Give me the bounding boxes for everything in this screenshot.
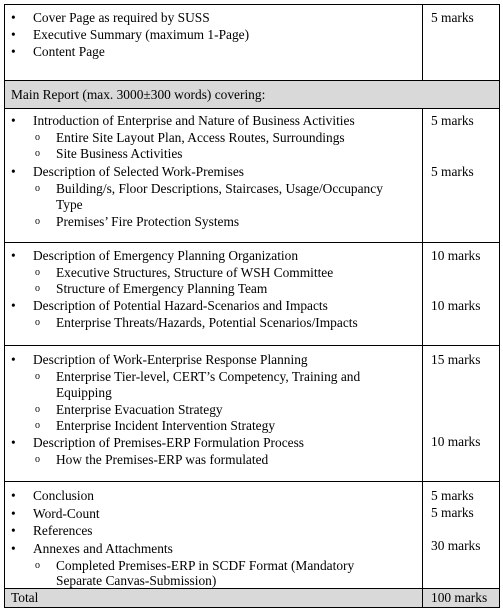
- sub-bullet-icon: o: [35, 317, 40, 328]
- list-item: Description of Potential Hazard-Scenarios and Impacts: [33, 298, 328, 313]
- list-item: Word-Count: [33, 506, 100, 521]
- marks-value: 5 marks: [431, 164, 474, 179]
- total-marks: 100 marks: [431, 590, 488, 605]
- sub-list-item: Site Business Activities: [56, 146, 183, 161]
- bullet-icon: •: [11, 10, 16, 25]
- bullet-icon: •: [11, 523, 16, 538]
- table-cell-left: [5, 243, 423, 346]
- marks-value: 10 marks: [431, 434, 481, 449]
- sub-bullet-icon: o: [35, 283, 40, 294]
- marks-value: 10 marks: [431, 248, 481, 263]
- table-row: [5, 345, 499, 482]
- list-item: Description of Emergency Planning Organization: [33, 248, 299, 263]
- list-item: Description of Premises-ERP Formulation Process: [33, 435, 305, 450]
- table-row: [5, 5, 499, 80]
- bullet-icon: •: [11, 113, 16, 128]
- sub-list-item: Enterprise Incident Intervention Strategy: [56, 418, 276, 433]
- sub-list-item: How the Premises-ERP was formulated: [56, 452, 269, 467]
- marks-value: 5 marks: [431, 10, 474, 25]
- section-header: Main Report (max. 3000±300 words) covering:: [11, 87, 266, 102]
- sub-bullet-icon: o: [35, 560, 40, 571]
- list-item: Conclusion: [33, 488, 95, 503]
- bullet-icon: •: [11, 298, 16, 313]
- table-cell-left: [5, 589, 423, 607]
- total-label: Total: [11, 590, 39, 605]
- sub-list-item: Enterprise Tier-level, CERT’s Competency, Training and: [56, 369, 361, 384]
- list-item: Description of Selected Work-Premises: [33, 164, 245, 179]
- sub-list-item: Enterprise Evacuation Strategy: [56, 402, 223, 417]
- section-header-row: [5, 80, 499, 109]
- table-cell-right: [423, 243, 499, 346]
- table-cell-left: [5, 346, 423, 482]
- table-cell-right: [423, 5, 499, 80]
- table-cell-left: [5, 5, 423, 80]
- table-cell-left: [5, 482, 423, 589]
- sub-bullet-icon: o: [35, 183, 40, 194]
- marks-value: 5 marks: [431, 505, 474, 520]
- marks-value: 5 marks: [431, 113, 474, 128]
- bullet-icon: •: [11, 44, 16, 59]
- sub-bullet-icon: o: [35, 371, 40, 382]
- bullet-icon: •: [11, 352, 16, 367]
- sub-bullet-icon: o: [35, 267, 40, 278]
- bullet-icon: •: [11, 435, 16, 450]
- sub-bullet-icon: o: [35, 148, 40, 159]
- sub-list-item-continued: Equipping: [56, 385, 112, 400]
- total-row: [5, 588, 499, 607]
- bullet-icon: •: [11, 248, 16, 263]
- table-row: [5, 108, 499, 243]
- marks-table: [4, 4, 500, 608]
- table-cell-right: [423, 109, 499, 243]
- list-item: Annexes and Attachments: [33, 541, 173, 556]
- marks-value: 15 marks: [431, 352, 481, 367]
- list-item: References: [33, 523, 93, 538]
- list-item: Executive Summary (maximum 1-Page): [33, 27, 250, 42]
- table-cell-right: [423, 482, 499, 589]
- sub-list-item: Entire Site Layout Plan, Access Routes, Surroundings: [56, 130, 345, 145]
- sub-bullet-icon: o: [35, 132, 40, 143]
- table-cell-right: [423, 589, 499, 607]
- bullet-icon: •: [11, 506, 16, 521]
- sub-list-item: Executive Structures, Structure of WSH Committee: [56, 265, 334, 280]
- sub-list-item: Enterprise Threats/Hazards, Potential Scenarios/Impacts: [56, 315, 358, 330]
- marks-value: 5 marks: [431, 488, 474, 503]
- list-item: Content Page: [33, 44, 105, 59]
- sub-bullet-icon: o: [35, 420, 40, 431]
- list-item: Introduction of Enterprise and Nature of Business Activities: [33, 113, 355, 128]
- table-cell-right: [423, 346, 499, 482]
- list-item: Description of Work-Enterprise Response Planning: [33, 352, 308, 367]
- sub-list-item-continued: Type: [56, 197, 83, 212]
- sub-list-item: Building/s, Floor Descriptions, Staircases, Usage/Occupancy: [56, 181, 383, 196]
- sub-list-item: Premises’ Fire Protection Systems: [56, 214, 240, 229]
- list-item: Cover Page as required by SUSS: [33, 10, 210, 25]
- sub-bullet-icon: o: [35, 454, 40, 465]
- table-row: [5, 242, 499, 346]
- table-cell-left: [5, 109, 423, 243]
- sub-list-item: Structure of Emergency Planning Team: [56, 281, 268, 296]
- bullet-icon: •: [11, 27, 16, 42]
- sub-bullet-icon: o: [35, 404, 40, 415]
- bullet-icon: •: [11, 164, 16, 179]
- sub-bullet-icon: o: [35, 216, 40, 227]
- sub-list-item: Completed Premises-ERP in SCDF Format (Mandatory: [56, 558, 355, 573]
- bullet-icon: •: [11, 488, 16, 503]
- table-row: [5, 481, 499, 589]
- marks-value: 30 marks: [431, 538, 481, 553]
- bullet-icon: •: [11, 541, 16, 556]
- marks-value: 10 marks: [431, 298, 481, 313]
- sub-list-item-continued: Separate Canvas-Submission): [56, 573, 217, 588]
